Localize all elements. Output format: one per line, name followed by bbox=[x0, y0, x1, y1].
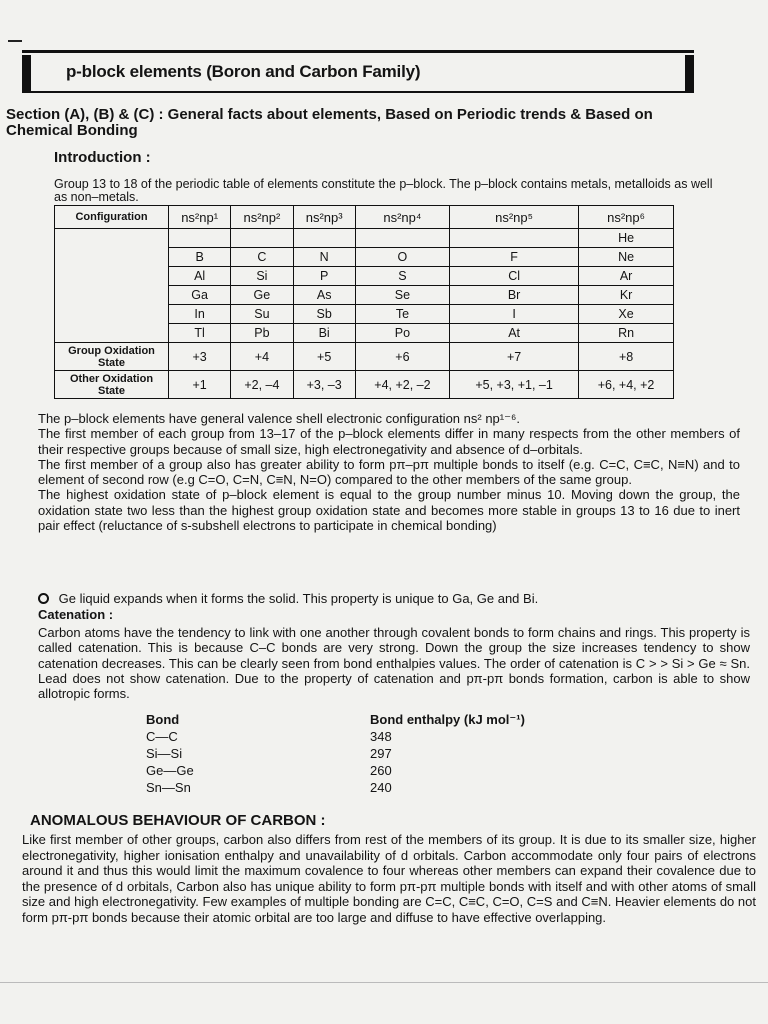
table-cell: As bbox=[293, 286, 355, 305]
column-header: ns²np¹ bbox=[169, 206, 231, 229]
table-cell bbox=[450, 229, 579, 248]
bond-name: C—C bbox=[146, 729, 178, 744]
table-cell: Po bbox=[355, 324, 449, 343]
table-cell bbox=[231, 229, 293, 248]
bullet-circle-icon bbox=[38, 593, 49, 604]
table-cell: +1 bbox=[169, 371, 231, 399]
p-block-table bbox=[54, 205, 674, 399]
table-cell: Su bbox=[231, 305, 293, 324]
table-cell: N bbox=[293, 248, 355, 267]
table-cell: Si bbox=[231, 267, 293, 286]
config-label: Configuration bbox=[55, 206, 169, 229]
page-title: p-block elements (Boron and Carbon Family) bbox=[66, 62, 421, 81]
table-cell: Cl bbox=[450, 267, 579, 286]
anomalous-text: Like first member of other groups, carbon also differs from rest of the members of its group. It is due to its smaller size, higher electronegativity, higher ionisation enthalpy and unavailability of d orbitals. Carbon accommodate only four pairs of electrons around it and thus this would limit the maximum covalence to four whereas other members can expand their covalence due to the presence of d orbitals, Carbon also has unique ability to form pπ-pπ multiple bonds with itself and with other atoms of small size and high electronegativity. Few examples of multiple bonding are C=C, C≡C, C=O, C=S and C≡N. Heavier elements do not form pπ-pπ bonds because their atomic orbital are too large and diffuse to have effective overlapping. bbox=[22, 832, 756, 925]
table-cell: Xe bbox=[579, 305, 674, 324]
column-header: ns²np² bbox=[231, 206, 293, 229]
bullet-text: Ge liquid expands when it forms the solid. This property is unique to Ga, Ge and Bi. bbox=[58, 591, 539, 606]
column-header: ns²np⁴ bbox=[355, 206, 449, 229]
bond-name: Sn—Sn bbox=[146, 780, 191, 795]
bond-name: Ge—Ge bbox=[146, 763, 194, 778]
paragraph: The first member of a group also has greater ability to form pπ–pπ multiple bonds to itself (e.g. C=C, C≡C, N≡N) and to element of second row (e.g C=O, C=N, C≡N, N=O) compared to the other members of the same group. bbox=[38, 456, 740, 488]
catenation-text: Carbon atoms have the tendency to link with one another through covalent bonds to form chains and rings. This property is called catenation. This is because C–C bonds are very strong. Down the group the size increases tendency to show catenation decreases. This can be clearly seen from bond enthalpies values. The order of catenation is C > > Si > Ge ≈ Sn. Lead does not show catenation. Due to the property of catenation and pπ-pπ bonds formation, carbon is able to show allotropic forms. bbox=[38, 625, 750, 702]
table-cell: Br bbox=[450, 286, 579, 305]
table-cell bbox=[355, 229, 449, 248]
page-bottom-rule bbox=[0, 982, 768, 983]
title-bar-left bbox=[22, 55, 31, 91]
paragraph: The highest oxidation state of p–block element is equal to the group number minus 10. Moving down the group, the oxidation state two less than the highest group oxidation state and becomes more stable in groups 13 to 16 due to inert pair effect (reluctance of s-subshell electrons to participate in chemical bonding) bbox=[38, 487, 740, 534]
body-paragraphs bbox=[38, 411, 740, 533]
table-cell: Ar bbox=[579, 267, 674, 286]
table-cell: Ne bbox=[579, 248, 674, 267]
table-cell: +8 bbox=[579, 343, 674, 371]
table-header-row bbox=[55, 206, 674, 229]
catenation-heading: Catenation : bbox=[38, 607, 114, 622]
table-cell: F bbox=[450, 248, 579, 267]
table-cell: +4, +2, –2 bbox=[355, 371, 449, 399]
bond-row bbox=[146, 728, 530, 745]
anomalous-heading: ANOMALOUS BEHAVIOUR OF CARBON : bbox=[30, 812, 326, 829]
bond-enthalpy: 348 bbox=[370, 729, 392, 744]
table-cell: +6, +4, +2 bbox=[579, 371, 674, 399]
paragraph: The p–block elements have general valence shell electronic configuration ns² np¹⁻⁶. bbox=[38, 411, 520, 426]
paragraph: The first member of each group from 13–17 of the p–block elements differ in many respects from the other members of their respective groups because of small size, high electronegativity and absence of d–orbitals. bbox=[38, 426, 740, 457]
table-cell: +5, +3, +1, –1 bbox=[450, 371, 579, 399]
table-cell: Pb bbox=[231, 324, 293, 343]
table-cell: Rn bbox=[579, 324, 674, 343]
blank-cell bbox=[55, 229, 169, 343]
table-cell: Sb bbox=[293, 305, 355, 324]
column-header: ns²np³ bbox=[293, 206, 355, 229]
bond-row bbox=[146, 762, 530, 779]
table-cell: S bbox=[355, 267, 449, 286]
introduction-text: Group 13 to 18 of the periodic table of elements constitute the p–block. The p–block contains metals, metalloids as well as non–metals. bbox=[54, 177, 713, 204]
table-cell: O bbox=[355, 248, 449, 267]
introduction-heading: Introduction : bbox=[54, 149, 151, 166]
table-row bbox=[55, 229, 674, 248]
table-cell: He bbox=[579, 229, 674, 248]
table-cell: Ge bbox=[231, 286, 293, 305]
table-cell: Se bbox=[355, 286, 449, 305]
table-cell: +2, –4 bbox=[231, 371, 293, 399]
table-cell: Te bbox=[355, 305, 449, 324]
table-cell: Ga bbox=[169, 286, 231, 305]
bond-enthalpy: 260 bbox=[370, 763, 392, 778]
table-cell: Bi bbox=[293, 324, 355, 343]
bond-name: Si—Si bbox=[146, 746, 183, 761]
table-row bbox=[55, 371, 674, 399]
column-header: ns²np⁵ bbox=[450, 206, 579, 229]
section-heading: Section (A), (B) & (C) : General facts about elements, Based on Periodic trends & Based on Chemical Bonding bbox=[6, 106, 653, 139]
table-cell bbox=[169, 229, 231, 248]
bond-enthalpy: 297 bbox=[370, 746, 392, 761]
table-cell: +7 bbox=[450, 343, 579, 371]
table-cell: B bbox=[169, 248, 231, 267]
table-cell: +4 bbox=[231, 343, 293, 371]
bond-table-header bbox=[146, 712, 530, 728]
table-cell: +3 bbox=[169, 343, 231, 371]
table-cell: +3, –3 bbox=[293, 371, 355, 399]
bond-enthalpy-table bbox=[146, 712, 530, 796]
table-cell: P bbox=[293, 267, 355, 286]
bond-enthalpy: 240 bbox=[370, 780, 392, 795]
table-cell bbox=[293, 229, 355, 248]
title-bar-right bbox=[685, 55, 694, 91]
group-ox-label: Group Oxidation State bbox=[55, 343, 169, 371]
title-banner bbox=[22, 50, 694, 93]
table-row bbox=[55, 343, 674, 371]
bond-row bbox=[146, 745, 530, 762]
margin-mark bbox=[8, 40, 22, 42]
enthalpy-header: Bond enthalpy (kJ mol⁻¹) bbox=[370, 712, 525, 727]
bullet-note bbox=[38, 591, 538, 606]
table-cell: +6 bbox=[355, 343, 449, 371]
table-cell: Kr bbox=[579, 286, 674, 305]
other-ox-label: Other Oxidation State bbox=[55, 371, 169, 399]
table-cell: I bbox=[450, 305, 579, 324]
bond-header: Bond bbox=[146, 712, 180, 727]
column-header: ns²np⁶ bbox=[579, 206, 674, 229]
table-cell: In bbox=[169, 305, 231, 324]
table-cell: At bbox=[450, 324, 579, 343]
table-cell: +5 bbox=[293, 343, 355, 371]
table-cell: Tl bbox=[169, 324, 231, 343]
table-cell: C bbox=[231, 248, 293, 267]
bond-row bbox=[146, 779, 530, 796]
table-cell: Al bbox=[169, 267, 231, 286]
